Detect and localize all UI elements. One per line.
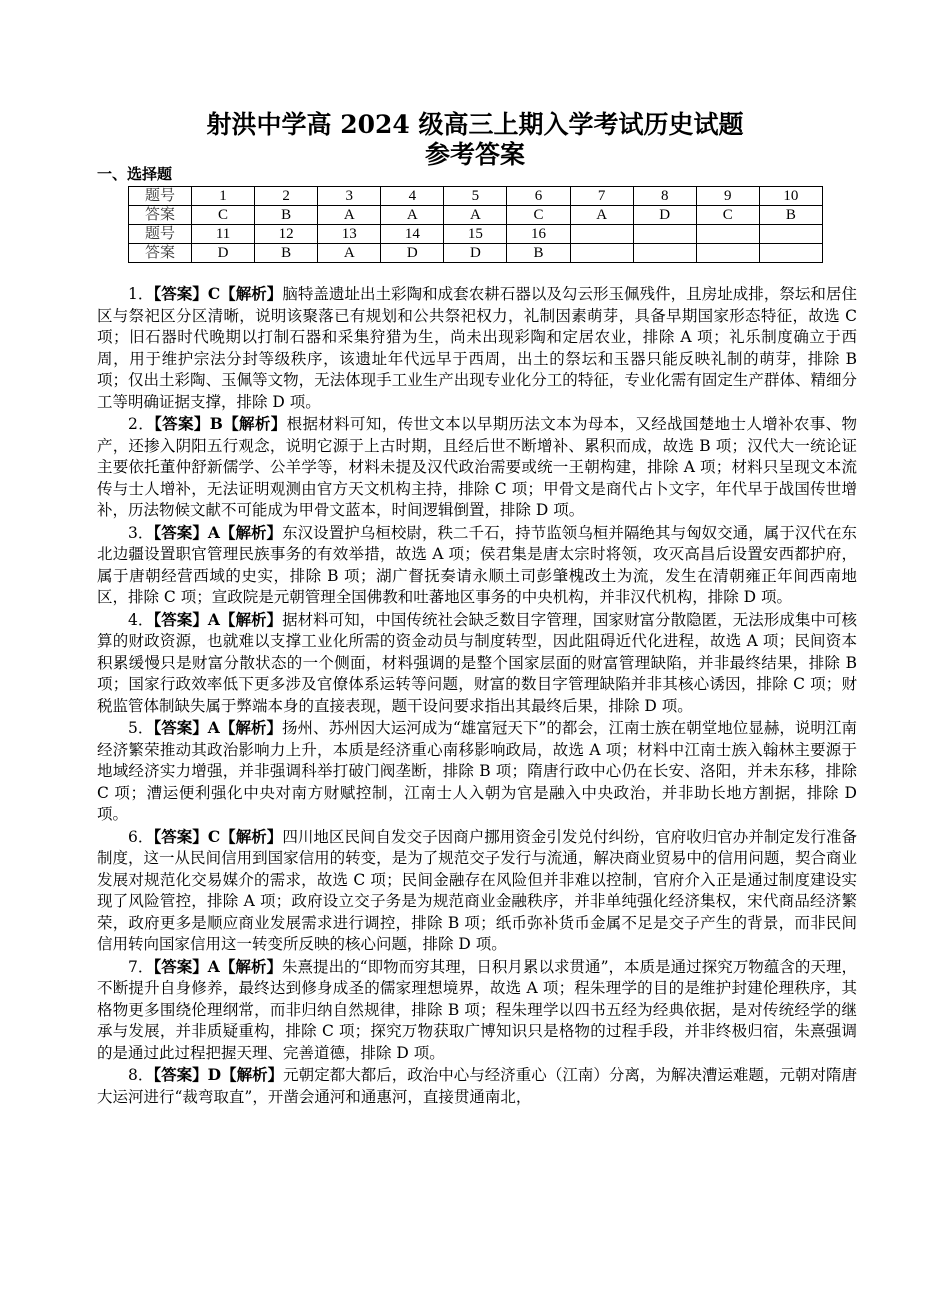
table-cell: C bbox=[507, 206, 570, 225]
document-subtitle: 参考答案 bbox=[424, 140, 525, 169]
answer-paragraph bbox=[97, 717, 857, 826]
table-cell: A bbox=[318, 206, 381, 225]
table-cell: D bbox=[444, 244, 507, 263]
answer-paragraph bbox=[97, 522, 857, 609]
table-row bbox=[129, 206, 823, 225]
table-cell: B bbox=[759, 206, 822, 225]
table-cell: D bbox=[192, 244, 255, 263]
answer-text: 脑特盖遗址出土彩陶和成套农耕石器以及勾云形玉佩残件，且房址成排，祭坛和居住区与祭祀区分区清晰，说明该聚落已有规划和公共祭祀权力，礼制因素萌芽，具备早期国家形态特征，故选 C 项；旧石器时代晚期以打制石器和采集狩猎为生，尚未出现彩陶和定居农业，排除 A 项；礼乐制度确立于西周，用于维护宗法分封等级秩序，该遗址年代远早于西周，出土的祭坛和玉器只能反映礼制的萌芽，排除 B 项；仅出土彩陶、玉佩等文物，无法体现手工业生产出现专业化分工的特征，专业化需有固定生产群体、精细分工等明确证据支撑，排除 D 项。 bbox=[97, 285, 857, 411]
answer-tag: 【答案】A【解析】 bbox=[153, 522, 283, 542]
table-cell: 3 bbox=[318, 187, 381, 206]
table-cell bbox=[633, 225, 696, 244]
answer-paragraph bbox=[97, 826, 857, 956]
table-cell: 14 bbox=[381, 225, 444, 244]
table-cell: A bbox=[318, 244, 381, 263]
table-cell: D bbox=[381, 244, 444, 263]
answer-number: 3． bbox=[128, 523, 154, 542]
row-label: 答案 bbox=[129, 244, 192, 263]
answer-text: 朱熹提出的“即物而穷其理，日积月累以求贯通”，本质是通过探究万物蕴含的天理，不断提升自身修养，最终达到修身成圣的儒家理想境界，故选 A 项；程朱理学的目的是维护封建伦理秩序，其格物更多围绕伦理纲常，而非归纳自然规律，排除 B 项；程朱理学以四书五经为经典依据，是对传统经学的继承与发展，并非质疑重构，排除 C 项；探究万物获取广博知识只是格物的过程手段，并非终极归宿，朱熹强调的是通过此过程把握天理、完善道德，排除 D 项。 bbox=[97, 957, 857, 1062]
answer-number: 2． bbox=[128, 415, 155, 433]
table-row bbox=[129, 244, 823, 263]
table-cell: A bbox=[444, 206, 507, 225]
table-cell: D bbox=[633, 206, 696, 225]
table-cell: 16 bbox=[507, 225, 570, 244]
answer-paragraph bbox=[97, 283, 857, 413]
answer-tag: 【答案】B【解析】 bbox=[154, 414, 287, 433]
table-cell: 1 bbox=[192, 187, 255, 206]
answer-tag: 【答案】C【解析】 bbox=[153, 284, 283, 303]
table-cell: 7 bbox=[570, 187, 633, 206]
answer-number: 5． bbox=[128, 719, 154, 737]
table-cell: 4 bbox=[381, 187, 444, 206]
answer-text: 扬州、苏州因大运河成为“雄富冠天下”的都会，江南士族在朝堂地位显赫，说明江南经济繁荣推动其政治影响力上升，本质是经济重心南移影响政局，故选 A 项；材料中江南士族入翰林主要源于地域经济实力增强，并非强调科举打破门阀垄断，排除 B 项；隋唐行政中心仍在长安、洛阳，并未东移，排除 C 项；漕运便利强化中央对南方财赋控制，江南士人入朝为官是融入中央政治，并非助长地方割据，排除 D 项。 bbox=[97, 719, 857, 823]
table-cell: C bbox=[192, 206, 255, 225]
document-title: 射洪中学高 2024 级高三上期入学考试历史试题 bbox=[206, 110, 744, 139]
answer-table bbox=[128, 186, 823, 263]
section-heading: 一、选择题 bbox=[97, 165, 173, 183]
table-cell bbox=[633, 244, 696, 263]
table-cell bbox=[696, 225, 759, 244]
table-cell bbox=[570, 244, 633, 263]
table-cell: 5 bbox=[444, 187, 507, 206]
answer-tag: 【答案】A【解析】 bbox=[153, 956, 282, 976]
table-cell: 6 bbox=[507, 187, 570, 206]
table-cell: B bbox=[507, 244, 570, 263]
answer-text: 四川地区民间自发交子因商户挪用资金引发兑付纠纷，官府收归官办并制定发行准备制度，这一从民间信用到国家信用的转变，是为了规范交子发行与流通，解决商业贸易中的信用问题，契合商业发展对规范化交易媒介的需求，故选 C 项；民间金融存在风险但并非难以控制，官府介入正是通过制度建设实现了风险管控，排除 A 项；政府设立交子务是为规范商业金融秩序，并非单纯强化经济集权，宋代商品经济繁荣，政府更多是顺应商业发展需求进行调控，排除 B 项；纸币弥补货币金属不足是交子产生的背景，而非民间信用转向国家信用这一转变所反映的核心问题，排除 D 项。 bbox=[97, 827, 857, 953]
table-cell bbox=[696, 244, 759, 263]
table-cell: 10 bbox=[759, 187, 822, 206]
answer-tag: 【答案】A【解析】 bbox=[153, 609, 283, 629]
answer-paragraph bbox=[97, 413, 857, 522]
table-cell: 12 bbox=[255, 225, 318, 244]
table-cell: 2 bbox=[255, 187, 318, 206]
row-label: 答案 bbox=[129, 206, 192, 225]
answer-paragraph bbox=[97, 956, 857, 1065]
answer-text: 据材料可知，中国传统社会缺乏数目字管理，国家财富分散隐匿，无法形成集中可核算的财政资源，也就难以支撑工业化所需的资金动员与制度转型，因此阻碍近代化进程，故选 A 项；民间资本积累缓慢只是财富分散状态的一个侧面，材料强调的是整个国家层面的财富管理缺陷，并非最终结果，排除 B 项；国家行政效率低下更多涉及官僚体系运转等问题，财富的数目字管理缺陷并非其核心诱因，排除 C 项；财税监管体制缺失属于弊端本身的直接表现，题干设问要求指出其最终后果，排除 D 项。 bbox=[97, 610, 857, 715]
answer-tag: 【答案】D【解析】 bbox=[153, 1065, 284, 1084]
answer-paragraph bbox=[97, 609, 857, 718]
table-cell: 8 bbox=[633, 187, 696, 206]
row-label: 题号 bbox=[129, 225, 192, 244]
table-row bbox=[129, 187, 823, 206]
table-cell: C bbox=[696, 206, 759, 225]
row-label: 题号 bbox=[129, 187, 192, 206]
table-cell: B bbox=[255, 244, 318, 263]
answer-number: 7． bbox=[128, 957, 154, 976]
answer-text: 东汉设置护乌桓校尉，秩二千石，持节监领乌桓并隔绝其与匈奴交通，属于汉代在东北边疆设置职官管理民族事务的有效举措，故选 A 项；侯君集是唐太宗时将领，攻灭高昌后设置安西都护府，属于唐朝经营西域的史实，排除 B 项；湖广督抚奏请永顺土司彭肇槐改土为流，发生在清朝雍正年间西南地区，排除 C 项；宣政院是元朝管理全国佛教和吐蕃地区事务的中央机构，并非汉代机构，排除 D 项。 bbox=[97, 523, 857, 606]
table-cell: 11 bbox=[192, 225, 255, 244]
table-cell: 15 bbox=[444, 225, 507, 244]
table-cell: 9 bbox=[696, 187, 759, 206]
answer-text: 元朝定都大都后，政治中心与经济重心（江南）分离，为解决漕运难题，元朝对隋唐大运河进行“裁弯取直”，开凿会通河和通惠河，直接贯通南北， bbox=[97, 1066, 857, 1106]
table-cell bbox=[759, 225, 822, 244]
answer-number: 1． bbox=[128, 285, 154, 303]
table-cell: B bbox=[255, 206, 318, 225]
answer-number: 4． bbox=[128, 610, 154, 629]
table-cell bbox=[570, 225, 633, 244]
table-cell: A bbox=[381, 206, 444, 225]
answer-tag: 【答案】C【解析】 bbox=[153, 826, 283, 846]
answer-number: 6． bbox=[128, 827, 154, 846]
answer-paragraph bbox=[97, 1064, 857, 1108]
answer-text: 根据材料可知，传世文本以早期历法文本为母本，又经战国楚地士人增补农事、物产，还掺入阴阳五行观念，说明它源于上古时期，且经后世不断增补、累积而成，故选 B 项；汉代大一统论证主要依托董仲舒新儒学、公羊学等，材料未提及汉代政治需要或统一王朝构建，排除 A 项；材料只呈现文本流传与士人增补，无法证明观测由官方天文机构主持，排除 C 项；甲骨文是商代占卜文字，年代早于战国传世增补，历法物候文献不可能成为甲骨文蓝本，时间逻辑倒置，排除 D 项。 bbox=[97, 415, 857, 519]
answer-tag: 【答案】A【解析】 bbox=[153, 718, 282, 737]
table-cell: A bbox=[570, 206, 633, 225]
explanations bbox=[97, 283, 857, 1108]
table-cell: 13 bbox=[318, 225, 381, 244]
table-row bbox=[129, 225, 823, 244]
answer-number: 8． bbox=[128, 1066, 154, 1084]
table-cell bbox=[759, 244, 822, 263]
